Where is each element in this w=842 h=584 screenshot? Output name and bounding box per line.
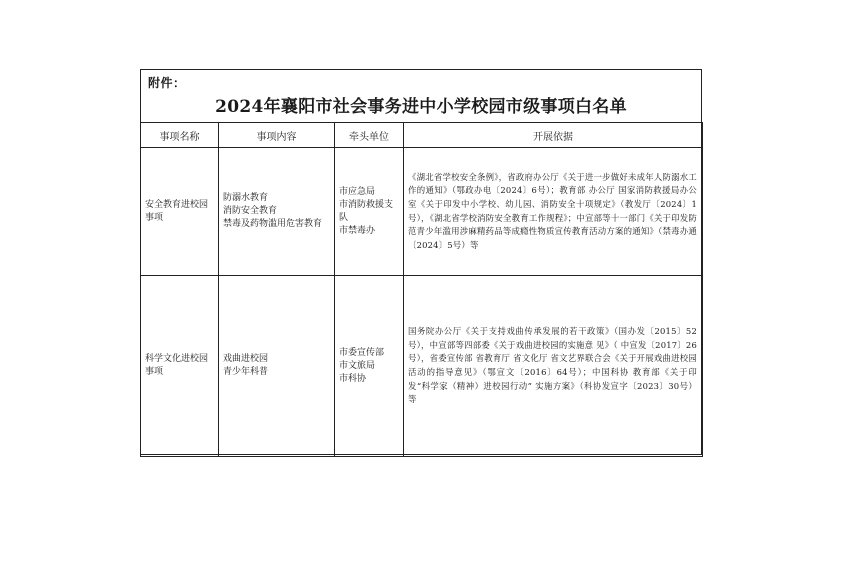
unit-list [335, 186, 403, 238]
document-title: 2024年襄阳市社会事务进中小学校园市级事项白名单 [215, 97, 627, 117]
item-name-cell [141, 276, 219, 457]
table-header-row [141, 123, 703, 148]
header-item-content: 事项内容 [219, 123, 335, 148]
lead-unit-cell [335, 148, 404, 276]
list-item: 戏曲进校园 [223, 354, 269, 364]
list-item: 市消防救援支队 [339, 199, 394, 223]
whitelist-table [140, 122, 703, 457]
list-item: 防溺水教育 [223, 193, 269, 203]
table-row [141, 276, 703, 457]
basis-cell [404, 148, 703, 276]
list-item: 消防安全教育 [223, 206, 278, 216]
header-lead-unit: 牵头单位 [335, 123, 404, 148]
list-item: 市文旅局 [339, 360, 376, 371]
list-item: 禁毒及药物滥用危害教育 [223, 219, 323, 229]
list-item: 市禁毒办 [339, 225, 376, 236]
list-item: 市科协 [339, 373, 367, 384]
basis-text: 《湖北省学校安全条例》，省政府办公厅《关于进一步做好未成年人防溺水工作的通知》（鄂政办电〔2024〕6号）；教育部 办公厅 国家消防救援局办公室《关于印发中小学校、幼儿园、消防安全十项规定》（教发厅〔2024〕1号），《湖北省学校消防安全教育工作规程》；中宣部等十一部门《关于印发防范青少年滥用涉麻精药品等成瘾性物质宣传教育活动方案的通知》（禁毒办通〔2024〕5号）等 [408, 171, 697, 250]
content-list [219, 192, 334, 231]
item-content-cell [219, 148, 335, 276]
list-item: 市应急局 [339, 186, 376, 197]
content-list [219, 353, 334, 379]
header-item-name: 事项名称 [141, 123, 219, 148]
item-content-cell [219, 276, 335, 457]
basis-cell [404, 276, 703, 457]
item-name: 科学文化进校园事项 [145, 354, 209, 377]
list-item: 市委宣传部 [339, 347, 385, 358]
item-name-cell [141, 148, 219, 276]
lead-unit-cell [335, 276, 404, 457]
list-item: 青少年科普 [223, 367, 269, 377]
whitelist-document [140, 69, 702, 455]
table-row [141, 148, 703, 276]
attachment-label: 附件： [148, 76, 186, 90]
basis-text: 国务院办公厅《关于支持戏曲传承发展的若干政策》（国办发〔2015〕52号），中宣部等四部委《关于戏曲进校园的实施意 见》（ 中宣发〔2017〕26号），省委宣传部 省教育厅 省文化厅 省文艺界联合会《关于开展戏曲进校园活动的指导意见》（鄂宣文〔2016〕64号）；中国科协 教育部《关于印发“科学家（精神）进校园行动” 实施方案》（科协发宣字〔2023〕30号）等 [408, 326, 697, 405]
item-name: 安全教育进校园事项 [145, 199, 209, 223]
header-basis: 开展依据 [404, 123, 703, 148]
unit-list [335, 347, 403, 386]
